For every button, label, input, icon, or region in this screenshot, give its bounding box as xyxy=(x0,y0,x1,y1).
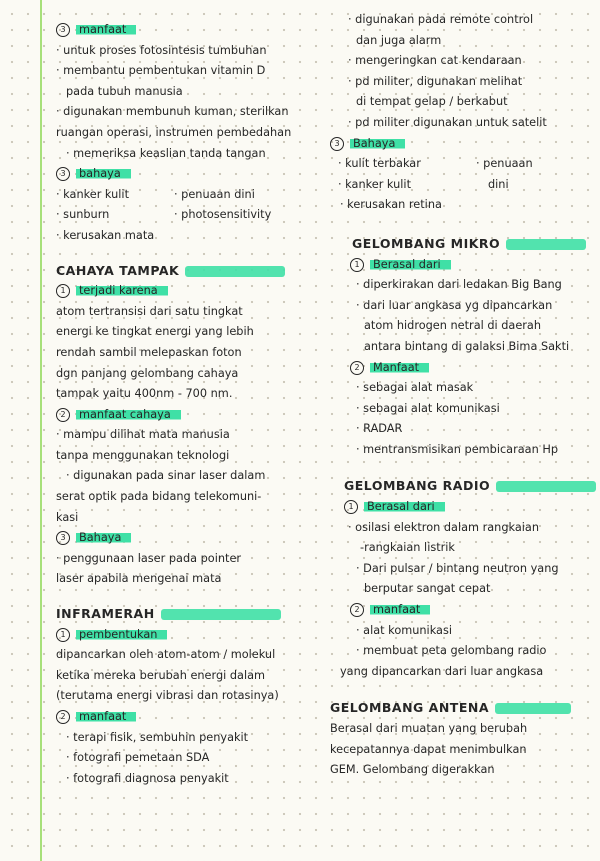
text-line: · kerusakan mata xyxy=(56,228,155,242)
highlighter-stroke xyxy=(506,239,586,250)
subheading xyxy=(56,707,318,728)
highlighter-stroke xyxy=(161,609,281,620)
section-heading-text: CAHAYA TAMPAK xyxy=(56,262,180,278)
text-line: · terapi fisik, sembuhin penyakit xyxy=(66,730,249,744)
subheading-label: Berasal dari xyxy=(364,500,445,513)
text-item: · sunburn xyxy=(56,208,110,222)
text-line: Berasal dari muatan yang berubah xyxy=(330,722,528,735)
section-heading xyxy=(56,261,318,282)
text-item: · kanker kulit xyxy=(338,177,411,191)
number-circle: 2 xyxy=(56,710,70,724)
subheading xyxy=(56,625,318,646)
text-line: · RADAR xyxy=(356,422,403,436)
section-heading-text: INFRAMERAH xyxy=(56,606,155,622)
text-item: · photosensitivity xyxy=(174,208,272,222)
inframerah-continued xyxy=(330,10,588,134)
number-circle: 1 xyxy=(344,500,358,514)
two-column-row xyxy=(330,154,588,175)
text-line: · sebagai alat masak xyxy=(356,381,474,395)
text-line: yang dipancarkan dari luar angkasa xyxy=(340,664,544,678)
text-line: dgn panjang gelombang cahaya xyxy=(56,366,239,380)
subheading xyxy=(330,600,588,621)
number-circle: 3 xyxy=(56,167,70,181)
subheading xyxy=(330,358,588,379)
text-line: · sebagai alat komunikasi xyxy=(356,401,500,415)
text-line: ketika mereka berubah energi dalam xyxy=(56,668,266,682)
subheading-label: Manfaat xyxy=(370,361,429,374)
subheading xyxy=(330,134,588,155)
subheading-label: terjadi karena xyxy=(76,284,168,297)
section-heading xyxy=(330,234,588,255)
two-column-row xyxy=(56,205,318,226)
text-line: atom tertransisi dari satu tingkat xyxy=(56,304,243,318)
right-column xyxy=(330,10,588,781)
subheading-label: Bahaya xyxy=(350,137,405,150)
highlighter-stroke xyxy=(496,481,596,492)
subheading xyxy=(330,497,588,518)
highlighter-stroke xyxy=(185,266,285,277)
text-line: serat optik pada bidang telekomuni- xyxy=(56,490,262,504)
text-line: berputar sangat cepat xyxy=(364,582,491,596)
text-line: pada tubuh manusia xyxy=(66,84,183,98)
two-column-row xyxy=(56,185,318,206)
text-line: energi ke tingkat energi yang lebih xyxy=(56,325,254,339)
text-line: · penggunaan laser pada pointer xyxy=(56,551,242,565)
text-line: dipancarkan oleh atom-atom / molekul xyxy=(56,648,276,662)
number-circle: 2 xyxy=(350,603,364,617)
text-line: laser apabila mengenai mata xyxy=(56,572,222,586)
subheading xyxy=(56,405,318,426)
section-heading xyxy=(330,698,588,719)
cahaya-tampak-section xyxy=(56,261,318,591)
text-line: · mentransmisikan pembicaraan Hp xyxy=(356,442,558,456)
section-heading xyxy=(56,604,318,625)
text-line: tanpa menggunakan teknologi xyxy=(56,448,230,462)
subheading-label: Bahaya xyxy=(76,531,131,544)
text-line: · fotografi diagnosa penyakit xyxy=(66,771,229,785)
text-line: ruangan operasi, instrumen pembedahan xyxy=(56,125,292,139)
number-circle: 1 xyxy=(56,284,70,298)
text-line: · mampu dilihat mata manusia xyxy=(56,428,230,442)
text-item: · kanker kulit xyxy=(56,187,129,201)
text-line: GEM. Gelombang digerakkan xyxy=(330,763,495,777)
subheading xyxy=(56,528,318,549)
number-circle: 2 xyxy=(350,361,364,375)
left-column xyxy=(56,20,318,789)
number-circle: 3 xyxy=(330,137,344,151)
text-line: · diperkirakan dari ledakan Big Bang xyxy=(356,278,562,292)
text-line: dan juga alarm xyxy=(356,33,442,47)
text-line: -rangkaian listrik xyxy=(360,541,455,555)
text-line: · Dari pulsar / bintang neutron yang xyxy=(356,561,559,575)
text-line: · digunakan pada remote control xyxy=(348,13,534,26)
text-line: kasi xyxy=(56,510,79,524)
subheading xyxy=(330,255,588,276)
subheading-label: bahaya xyxy=(76,167,131,180)
text-line: · dari luar angkasa yg dipancarkan xyxy=(356,298,553,312)
text-line: tampak yaitu 400nm - 700 nm. xyxy=(56,387,233,401)
subheading xyxy=(56,281,318,302)
text-line: · membuat peta gelombang radio xyxy=(356,644,547,658)
subheading-label: manfaat xyxy=(370,603,430,616)
subheading-label: manfaat cahaya xyxy=(76,408,181,421)
text-line: · mengeringkan cat kendaraan xyxy=(348,54,522,68)
number-circle: 1 xyxy=(56,628,70,642)
subheading-label: manfaat xyxy=(76,710,136,723)
text-line: · memeriksa keaslian tanda tangan xyxy=(66,146,266,160)
subheading-label: manfaat xyxy=(76,23,136,36)
inframerah-section xyxy=(56,604,318,789)
uv-bahaya-section xyxy=(56,164,318,246)
number-circle: 2 xyxy=(56,408,70,422)
text-line: · osilasi elektron dalam rangkaian xyxy=(348,520,539,534)
text-line: · pd militer, digunakan melihat xyxy=(348,74,523,88)
subheading-uv-manfaat xyxy=(56,20,318,41)
section-heading-text: GELOMBANG ANTENA xyxy=(330,700,489,716)
text-line: (terutama energi vibrasi dan rotasinya) xyxy=(56,689,279,703)
text-line: rendah sambil melepaskan foton xyxy=(56,345,242,359)
text-line: · digunakan membunuh kuman, sterilkan xyxy=(56,105,289,119)
text-item: dini xyxy=(488,177,509,191)
text-item: · penuaan dini xyxy=(174,187,255,201)
text-line: kecepatannya dapat menimbulkan xyxy=(330,742,527,756)
uv-manfaat-section xyxy=(56,20,318,164)
inframerah-bahaya-section xyxy=(330,134,588,216)
number-circle: 3 xyxy=(56,531,70,545)
text-line: · digunakan pada sinar laser dalam xyxy=(66,469,266,483)
subheading-label: pembentukan xyxy=(76,628,167,641)
text-item: · kulit terbakar xyxy=(338,157,421,171)
text-line: · fotografi pemetaan SDA xyxy=(66,751,210,765)
gelombang-radio-section xyxy=(330,476,588,682)
gelombang-mikro-section xyxy=(330,234,588,461)
subheading-label: Berasal dari xyxy=(370,258,451,271)
text-line: · untuk proses fotosintesis tumbuhan xyxy=(56,43,267,57)
text-line: · alat komunikasi xyxy=(356,623,452,637)
text-line: antara bintang di galaksi Bima Sakti xyxy=(364,339,570,353)
notebook-margin-line xyxy=(40,0,42,861)
number-circle: 1 xyxy=(350,258,364,272)
text-line: · pd militer digunakan untuk satelit xyxy=(348,115,547,129)
two-column-row xyxy=(330,175,588,196)
subheading-uv-bahaya xyxy=(56,164,318,185)
text-line: atom hidrogen netral di daerah xyxy=(364,319,542,333)
text-line: · kerusakan retina xyxy=(340,198,442,212)
text-line: · membantu pembentukan vitamin D xyxy=(56,64,266,78)
highlighter-stroke xyxy=(495,703,571,714)
section-heading xyxy=(330,476,588,497)
text-line: di tempat gelap / berkabut xyxy=(356,95,508,109)
number-circle: 3 xyxy=(56,23,70,37)
text-item: · penuaan xyxy=(476,157,533,171)
gelombang-antena-section xyxy=(330,698,588,780)
section-heading-text: GELOMBANG MIKRO xyxy=(352,235,501,251)
section-heading-text: GELOMBANG RADIO xyxy=(344,478,491,494)
